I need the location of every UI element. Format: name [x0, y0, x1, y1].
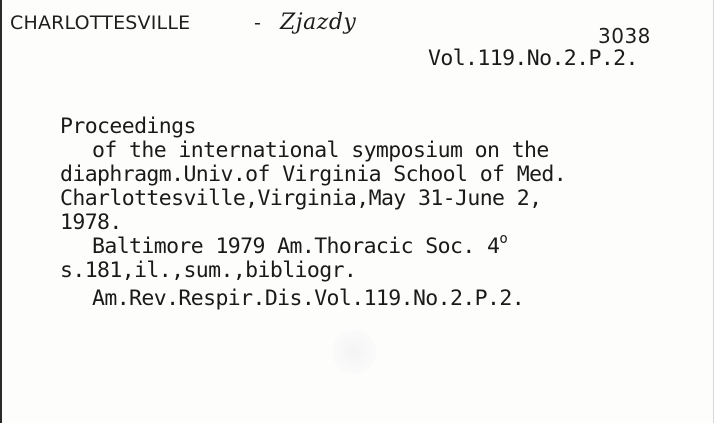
heading-place: CHARLOTTESVILLE	[10, 12, 191, 34]
imprint-text: Baltimore 1979 Am.Thoracic Soc. 4	[92, 234, 500, 259]
title-line-4: Charlottesville,Virginia,May 31-June 2,	[60, 186, 542, 211]
heading-type: Zjazdy	[280, 10, 357, 35]
paper-smudge	[332, 330, 376, 374]
collation-line: s.181,il.,sum.,bibliogr.	[60, 258, 357, 283]
title-line-3: diaphragm.Univ.of Virginia School of Med.	[60, 162, 567, 187]
format-superscript: o	[499, 231, 508, 247]
date-line: 1978.	[60, 210, 122, 235]
title-line-1: Proceedings	[60, 114, 196, 139]
heading-dash: -	[254, 12, 262, 34]
series-note-line: Am.Rev.Respir.Dis.Vol.119.No.2.P.2.	[92, 286, 525, 311]
imprint-line	[92, 231, 508, 259]
call-number: 3038	[598, 24, 651, 48]
volume-reference: Vol.119.No.2.P.2.	[428, 46, 638, 71]
title-line-2: of the international symposium on the	[92, 138, 549, 163]
